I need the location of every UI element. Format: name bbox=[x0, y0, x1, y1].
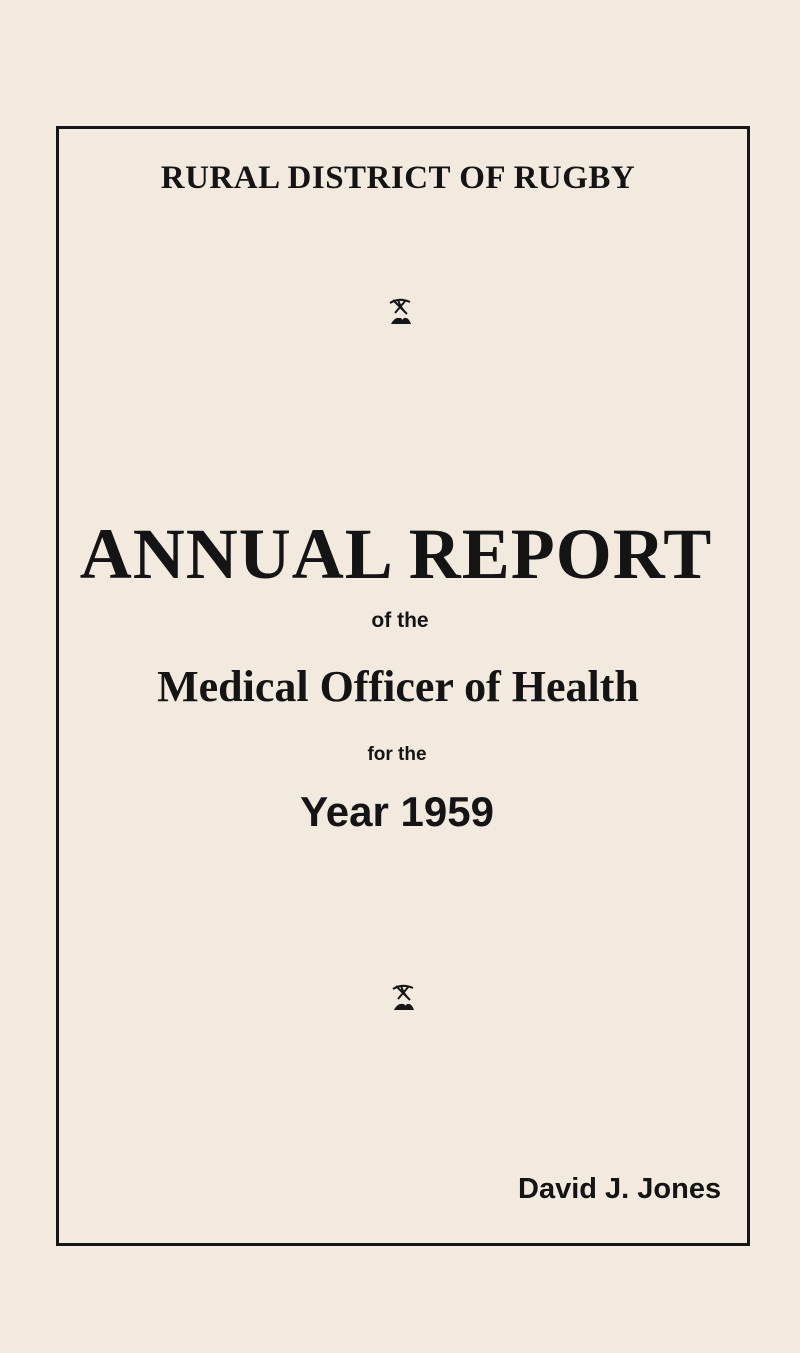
report-year: Year 1959 bbox=[300, 788, 494, 835]
title-connector-for-the: for the bbox=[367, 744, 427, 765]
report-title: ANNUAL REPORT bbox=[79, 514, 713, 594]
title-connector-of-the: of the bbox=[371, 609, 429, 632]
council-name: RURAL DISTRICT OF RUGBY bbox=[160, 160, 636, 196]
printer-fleuron-icon bbox=[390, 982, 416, 1014]
printer-fleuron-icon bbox=[387, 296, 413, 328]
author-name: David J. Jones bbox=[518, 1173, 722, 1205]
report-subject: Medical Officer of Health bbox=[157, 662, 639, 711]
